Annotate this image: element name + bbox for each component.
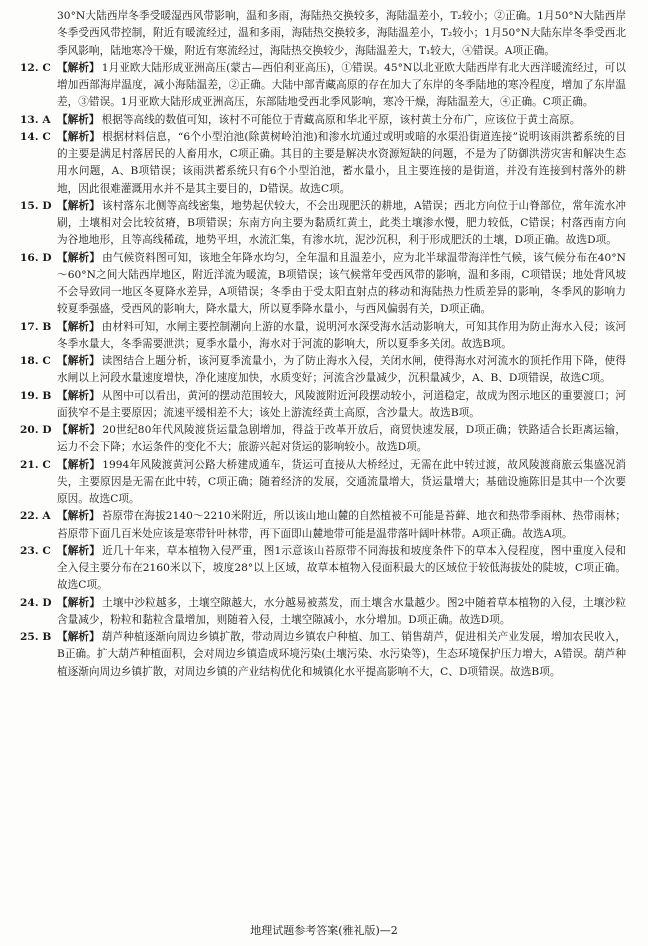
answer-text: 葫芦种植逐渐向周边乡镇扩散，带动周边乡镇农户种植、加工、销售葫芦，促进相关产业发展，增加农民收入，B正确。扩大葫芦种植面积，会对周边乡镇造成环境污染(土壤污染、水污染等)，生态环境保护压力增大，A错误。葫芦种植逐渐向周边乡镇扩散，对周边乡镇的产业结构优化和城镇化水平提高影响不大，C、D项错误。故选B项。 [57, 631, 626, 678]
answer-content [20, 8, 626, 681]
analysis-tag: 【解析】 [57, 424, 101, 436]
question-number: 12. C [20, 61, 51, 74]
question-number: 24. D [20, 596, 52, 609]
answer-text: 由材料可知，水闸主要控制潮向上游的水量，说明河水深受海水活动影响大，可知其作用为防止海水入侵；该河冬季水量大，冬季需要泄洪；夏季水量小，海水对于河流的影响大，所以夏季多关闭。故选B项。 [57, 320, 626, 350]
analysis-tag: 【解析】 [57, 458, 101, 471]
question-number: 22. A [20, 510, 51, 523]
answer-item-19 [20, 388, 626, 423]
analysis-tag: 【解析】 [57, 510, 100, 523]
analysis-tag: 【解析】 [57, 251, 101, 264]
answer-item-20 [20, 422, 626, 457]
answer-item-18 [20, 353, 626, 388]
analysis-tag: 【解析】 [57, 355, 100, 367]
answer-item-24 [20, 595, 626, 630]
answer-item-25 [20, 629, 626, 681]
question-number: 20. D [20, 424, 52, 436]
analysis-tag: 【解析】 [57, 631, 100, 643]
answer-item-11-continued [20, 8, 626, 60]
answer-text: 根据材料信息，“6个小型泊池(除黄树岭泊池)和渗水坑通过或明或暗的水渠沿街道连接”说明该雨洪蓄系统的目的主要是满足村落居民的人畜用水，C项正确。其目的主要是解决水资源短缺的问题，不是为了防御洪涝灾害和解决生态用水问题，A、B项错误；该雨洪蓄系统只有6个小型泊池，蓄水量小，且主要连接的是街道，并没有连接到村落外的耕地，因此很难灌溉用水并不是其主要目的，D错误。故选C项。 [57, 130, 626, 195]
analysis-tag: 【解析】 [57, 320, 100, 333]
answer-text: 该村落东北侧等高线密集，地势起伏较大，不会出现肥沃的耕地，A错误；西北方向位于山脊部位，常年流水冲刷，土壤相对会比较贫瘠，B项错误；东南方向主要为黏质红黄土，此类土壤渗水慢，肥力较低，C错误；村落西南方向为谷地地形，且等高线稀疏，地势平坦，水流汇集，有渗水坑，泥沙沉积，利于形成肥沃的土壤，D项正确。故选D项。 [57, 199, 626, 247]
analysis-tag: 【解析】 [57, 544, 101, 557]
answer-item-23 [20, 543, 626, 595]
answer-text: 苔原带在海拔2140～2210米附近，所以该山地山麓的自然植被不可能是苔藓、地衣和热带季雨林、热带雨林；苔原带下面几百米处应该是寒带针叶林带，再下面即山麓地带可能是温带落叶阔叶林带。A项正确。故选A项。 [57, 510, 626, 540]
question-number: 16. D [20, 251, 52, 264]
analysis-tag: 【解析】 [57, 389, 100, 402]
page-footer: 地理试题参考答案(雅礼版)—2 [250, 924, 398, 937]
answer-text: 近几十年来，草本植物入侵严重，图1示意该山苔原带不同海拔和坡度条件下的草本入侵程度，图中重度入侵和全入侵主要分布在2160米以下，坡度28°以上区域，故草本植物入侵面积最大的区域位于较低海拔处的陡坡，C项正确。故选C项。 [57, 544, 626, 592]
analysis-tag: 【解析】 [57, 596, 101, 609]
question-number: 18. C [20, 355, 51, 367]
answer-text: 1994年风陵渡黄河公路大桥建成通车，货运可直接从大桥经过，无需在此中转过渡，故风陵渡商旅云集盛况消失，主要原因是无需在此中转，C项正确；随着经济的发展，交通流量增大，货运量增大；基础设施陈旧是其中一个次要原因。故选C项。 [57, 458, 626, 505]
question-number: 13. A [20, 113, 51, 126]
question-number: 17. B [20, 320, 52, 333]
answer-text: 根据等高线的数值可知，该村不可能位于青藏高原和华北平原，该村黄土分布广，应该位于黄土高原。 [101, 113, 581, 126]
question-number: 15. D [20, 199, 52, 212]
answer-item-16 [20, 250, 626, 319]
question-number: 14. C [20, 130, 51, 143]
answer-text: 1月亚欧大陆形成亚洲高压(蒙古—西伯利亚高压)，①错误。45°N以北亚欧大陆西岸有北大西洋暖流经过，可以增加西部海岸温度，减小海陆温差，②正确。大陆中部青藏高原的存在加大了东岸的冬季陆地的寒冷程度，增加了东岸温差，③错误。1月亚欧大陆形成亚洲高压，东部陆地受西北季风影响，寒冷干燥，海陆温差大，④正确。C项正确。 [57, 61, 626, 109]
question-number: 19. B [20, 389, 52, 402]
answer-text: 从图中可以看出，黄河的摆动范围较大，风陵渡附近河段摆动较小，河道稳定，故成为图示地区的重要渡口；河面狭窄不是主要原因；流速平缓相差不大；该处上游流经黄土高原，含沙量大。故选B项。 [57, 389, 626, 419]
analysis-tag: 【解析】 [57, 199, 101, 212]
answer-item-15 [20, 198, 626, 250]
question-number: 23. C [20, 544, 51, 557]
answer-item-12 [20, 60, 626, 112]
answer-item-17 [20, 319, 626, 354]
question-number: 25. B [20, 631, 52, 643]
answer-item-14 [20, 129, 626, 198]
answer-text: 30°N大陆西岸冬季受暖湿西风带影响，温和多雨，海陆热交换较多，海陆温差小，T₂较小；②正确。1月50°N大陆西岸冬季受西风带控制，附近有暖流经过，温和多雨，海陆热交换较多，海陆温差小，T₂较小；1月50°N大陆东岸冬季受西北季风影响，陆地寒冷干燥，附近有寒流经过，海陆热交换较少，海陆温差大，T₁较大，④错误。A项正确。 [57, 10, 626, 57]
answer-text: 20世纪80年代风陵渡货运量急剧增加，得益于改革开放后，商贸快速发展，D项正确；铁路适合长距离运输，运力不会下降；水运条件的变化不大；旅游兴起对货运的影响较小。故选D项。 [57, 424, 626, 454]
analysis-tag: 【解析】 [57, 130, 101, 143]
answer-text: 土壤中沙粒越多，土壤空隙越大，水分越易被蒸发，而土壤含水量越少。图2中随着草本植物的入侵，土壤沙粒含量减少，粉粒和黏粒含量增加，则随着入侵，土壤空隙减小，水分增加。D项正确。故选D项。 [57, 596, 626, 626]
question-number: 21. C [20, 458, 51, 471]
answer-item-21 [20, 457, 626, 509]
answer-text: 读图结合上题分析，该河夏季流量小，为了防止海水入侵，关闭水闸，使得海水对河流水的顶托作用下降，使得水闸以上河段水量速度增快，净化速度加快，水质变好；河流含沙量减少，沉积量减少，A、B、D项错误，故选C项。 [57, 355, 626, 385]
answer-item-13 [20, 112, 626, 129]
analysis-tag: 【解析】 [57, 61, 100, 74]
answer-item-22 [20, 508, 626, 543]
analysis-tag: 【解析】 [57, 113, 100, 126]
answer-text: 由气候资料图可知，该地全年降水均匀，全年温和且温差小，应为北半球温带海洋性气候，该气候分布在40°N～60°N之间大陆西岸地区，附近洋流为暖流，B项错误；该气候常年受西风带的影响，温和多雨，C项错误；地处背风坡不会导致同一地区冬夏降水差异，A项错误；冬季由于受太阳直射点的移动和海陆热力性质差异的影响，冬季风的影响力较夏季强盛，受西风的影响大，降水量大，所以夏季降水量小，与西风偏弱有关，D项正确。 [57, 251, 627, 316]
